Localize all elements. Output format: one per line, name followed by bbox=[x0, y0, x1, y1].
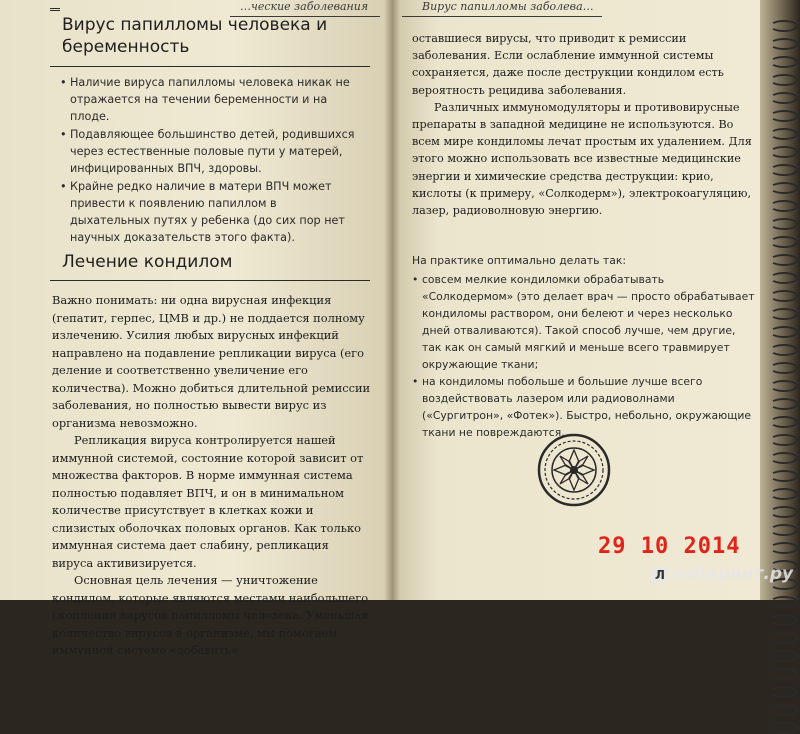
left-running-head: …ческие заболевания bbox=[240, 0, 369, 13]
paragraph: Важно понимать: ни одна вирусная инфекция (гепатит, герпес, ЦМВ и др.) не поддается полному излечению. Усилия любых вирусных инфекций направлено на подавление репликации вируса (его деление и соответственно увеличение его количества). Можно добиться длительной ремиссии заболевания, но полностью вывести вирус из организма невозможно. bbox=[52, 293, 371, 430]
paragraph: Репликация вируса контролируется нашей иммунной системой, состояние которой зависит от множества факторов. В норме иммунная система полностью подавляет ВПЧ, и он в минимальном количестве присутствует в клетках кожи и слизистых оболочках половых органов. Как только иммунная система дает слабину, репликация вируса активизируется. bbox=[52, 433, 364, 570]
box-corner bbox=[50, 8, 60, 11]
pregnancy-bullet-list bbox=[60, 74, 360, 247]
floral-ornament-icon bbox=[536, 432, 612, 508]
heading-rule bbox=[50, 66, 370, 67]
list-item: • Наличие вируса папилломы человека никак не отражается на течении беременности и на плоде. bbox=[60, 74, 360, 125]
paragraph: Различных иммуномодуляторы и противовирусные препараты в западной медицине не используются. Во всем мире кондиломы лечат простым их удалением. Для этого можно использовать все известные медицинские энергии и химические средства деструкции: крио, кислоты (к примеру, «Солкодерм»), электрокоагуляцию, лазер, радиоволновую энергию. bbox=[412, 100, 752, 218]
watermark bbox=[652, 564, 793, 584]
list-item: • на кондиломы побольше и большие лучше всего воздействовать лазером или радиоволнами («Сургитрон», «Фотек»). Быстро, небольно, окружающие ткани не повреждаются. bbox=[412, 373, 757, 441]
heading-rule bbox=[50, 280, 370, 281]
date-stamp: 29 10 2014 bbox=[598, 534, 741, 559]
list-item: • совсем мелкие кондиломки обрабатывать «Солкодермом» (это делает врач — просто обрабатывает кондиломы раствором, они белеют и через несколько дней отваливаются). Такой способ лучше, чем другие, так как он самый мягкий и меньше всего травмирует окружающие ткани; bbox=[412, 271, 757, 373]
heading-hpv-pregnancy: Вирус папилломы человека и беременность bbox=[62, 15, 328, 57]
left-page bbox=[0, 0, 392, 657]
list-item: • Крайне редко наличие в матери ВПЧ может привести к появлению папиллом в дыхательных путях у ребенка (до сих пор нет научных доказательств этого факта). bbox=[60, 178, 360, 246]
spiral-binding bbox=[770, 20, 798, 580]
paragraph: оставшиеся вирусы, что приводит к ремиссии заболевания. Если ослабление иммунной системы сохраняется, даже после деструкции кондилом есть вероятность рецидива заболевания. bbox=[412, 32, 724, 97]
treatment-body bbox=[52, 292, 372, 660]
running-head-rule bbox=[402, 16, 602, 17]
labirint-logo-icon: Л bbox=[652, 567, 668, 583]
right-body bbox=[412, 30, 757, 219]
right-running-head: Вирус папилломы заболева… bbox=[422, 0, 594, 13]
list-item: • Подавляющее большинство детей, родившихся через естественные половые пути у матерей, инфицированных ВПЧ, здоровы. bbox=[60, 126, 360, 177]
list-intro: На практике оптимально делать так: bbox=[412, 254, 626, 267]
paragraph: Основная цель лечения — уничтожение кондилом, которые являются местами наибольшего скопления вирусов папилломы человека. Уменьшая количество вирусов в организме, мы помогаем иммунной системе «добавить» bbox=[52, 573, 369, 657]
watermark-text: лабиринт.ру bbox=[670, 564, 794, 584]
right-page bbox=[392, 0, 780, 600]
practice-list bbox=[412, 252, 757, 441]
heading-condyloma-treatment: Лечение кондилом bbox=[62, 252, 233, 272]
book-gutter bbox=[384, 0, 400, 600]
